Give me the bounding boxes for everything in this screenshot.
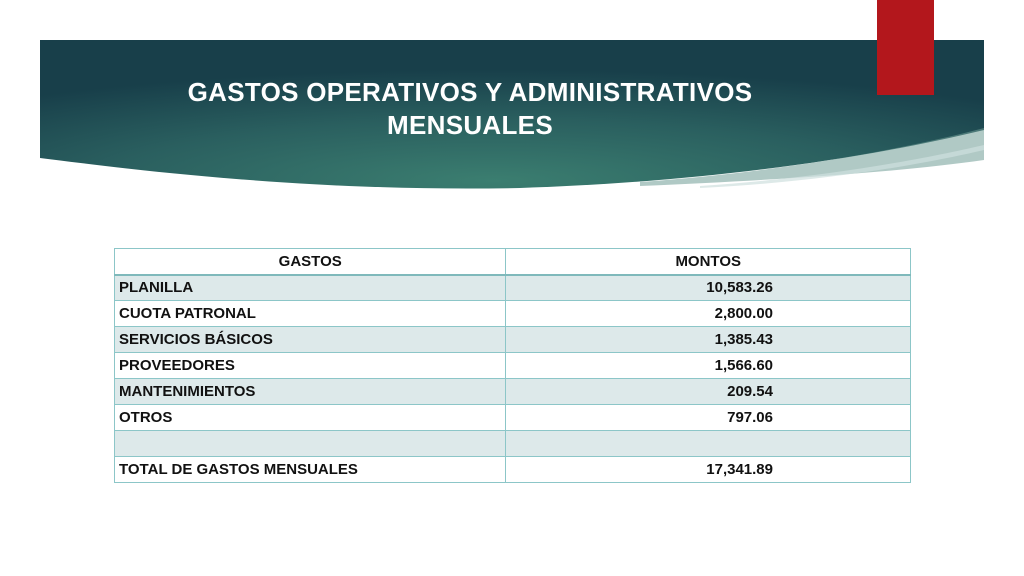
table-row [115,275,911,301]
table-total-row [115,457,911,483]
slide-title-line-1: GASTOS OPERATIVOS Y ADMINISTRATIVOS [187,77,753,107]
expense-amount: 1,385.43 [506,327,911,353]
expenses-table [114,248,911,483]
total-label: TOTAL DE GASTOS MENSUALES [115,457,506,483]
header-montos: MONTOS [506,249,911,275]
table-row [115,379,911,405]
expense-name: OTROS [115,405,506,431]
table-row [115,327,911,353]
expense-name: CUOTA PATRONAL [115,301,506,327]
expense-name: PLANILLA [115,275,506,301]
expense-name [115,431,506,457]
expense-name: PROVEEDORES [115,353,506,379]
table-row-empty [115,431,911,457]
table-row [115,353,911,379]
expense-amount: 2,800.00 [506,301,911,327]
expense-amount: 209.54 [506,379,911,405]
header-gastos: GASTOS [115,249,506,275]
expense-amount: 10,583.26 [506,275,911,301]
expense-name: MANTENIMIENTOS [115,379,506,405]
table-row [115,405,911,431]
slide-title-line-2: MENSUALES [387,110,553,140]
table-row [115,301,911,327]
table-header-row [115,249,911,275]
expense-amount: 797.06 [506,405,911,431]
slide-title [100,76,840,142]
accent-tab [877,0,934,95]
expense-amount [506,431,911,457]
expense-name: SERVICIOS BÁSICOS [115,327,506,353]
total-amount: 17,341.89 [506,457,911,483]
expense-amount: 1,566.60 [506,353,911,379]
